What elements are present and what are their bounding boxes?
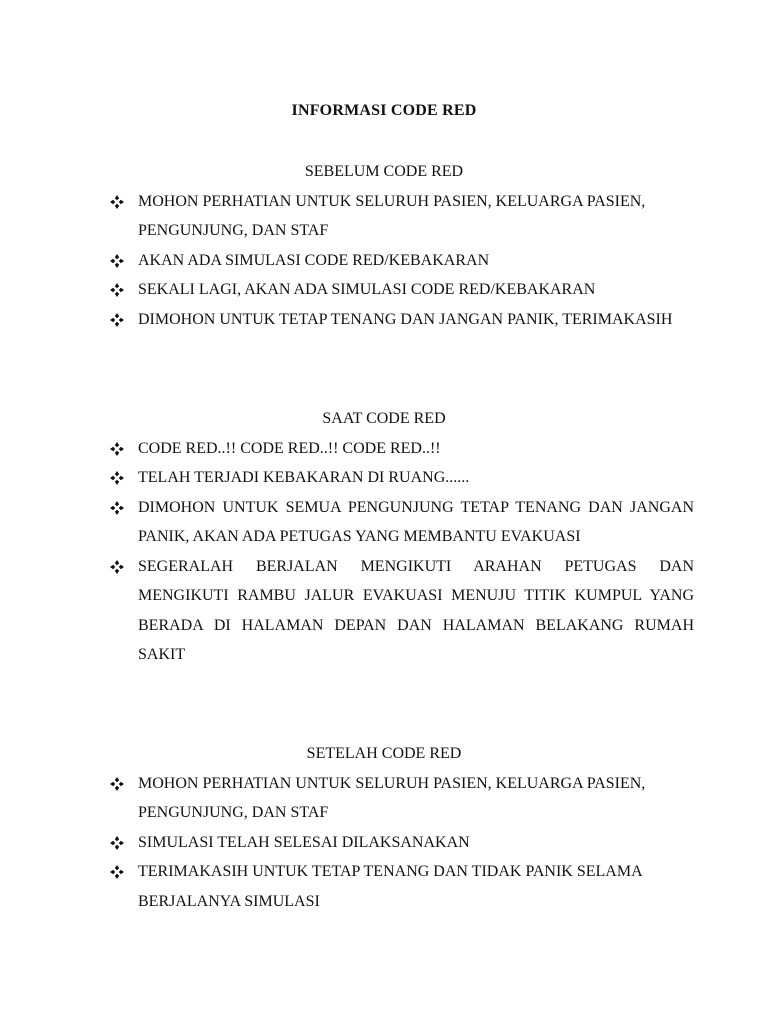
diamond-bullet-icon (110, 283, 124, 297)
document-title: INFORMASI CODE RED (291, 102, 477, 119)
list-item (0, 493, 694, 552)
diamond-bullet-icon (110, 442, 124, 456)
list-item-text: SIMULASI TELAH SELESAI DILAKSANAKAN (138, 833, 470, 851)
list-item-text: DIMOHON UNTUK TETAP TENANG DAN JANGAN PANIK, TERIMAKASIH (138, 310, 673, 328)
bullet-list (0, 769, 768, 917)
bullet-list (0, 187, 768, 335)
section-before-code-red (0, 157, 768, 334)
diamond-bullet-icon (110, 471, 124, 485)
section-heading: SETELAH CODE RED (306, 745, 462, 762)
list-item-text: MOHON PERHATIAN UNTUK SELURUH PASIEN, KELUARGA PASIEN, PENGUNJUNG, DAN STAF (138, 192, 646, 239)
list-item (0, 275, 694, 305)
section-during-code-red (0, 404, 768, 670)
diamond-bullet-icon (110, 836, 124, 850)
list-item (0, 828, 694, 858)
diamond-bullet-icon (110, 865, 124, 879)
section-heading: SAAT CODE RED (322, 410, 446, 427)
list-item (0, 463, 694, 493)
diamond-bullet-icon (110, 560, 124, 574)
list-item (0, 434, 694, 464)
diamond-bullet-icon (110, 501, 124, 515)
bullet-list (0, 434, 768, 670)
list-item (0, 552, 694, 670)
list-item (0, 857, 694, 916)
list-item-text: TELAH TERJADI KEBAKARAN DI RUANG...... (138, 469, 470, 486)
list-item (0, 187, 694, 246)
list-item-text: SEGERALAH BERJALAN MENGIKUTI ARAHAN PETUGAS DAN MENGIKUTI RAMBU JALUR EVAKUASI MENUJU TITIK KUMPUL YANG BERADA DI HALAMAN DEPAN DAN HALAMAN BELAKANG RUMAH SAKIT (138, 557, 694, 663)
list-item-text: TERIMAKASIH UNTUK TETAP TENANG DAN TIDAK PANIK SELAMA BERJALANYA SIMULASI (138, 863, 642, 910)
list-item (0, 305, 694, 335)
section-after-code-red (0, 739, 768, 916)
list-item-text: MOHON PERHATIAN UNTUK SELURUH PASIEN, KELUARGA PASIEN, PENGUNJUNG, DAN STAF (138, 774, 646, 821)
list-item (0, 246, 694, 276)
diamond-bullet-icon (110, 254, 124, 268)
list-item-text: CODE RED..!! CODE RED..!! CODE RED..!! (138, 439, 441, 457)
list-item-text: DIMOHON UNTUK SEMUA PENGUNJUNG TETAP TENANG DAN JANGAN PANIK, AKAN ADA PETUGAS YANG MEMBANTU EVAKUASI (138, 498, 694, 545)
list-item-text: SEKALI LAGI, AKAN ADA SIMULASI CODE RED/KEBAKARAN (138, 281, 596, 298)
list-item (0, 769, 694, 828)
section-heading: SEBELUM CODE RED (304, 163, 464, 180)
diamond-bullet-icon (110, 313, 124, 327)
diamond-bullet-icon (110, 777, 124, 791)
diamond-bullet-icon (110, 195, 124, 209)
list-item-text: AKAN ADA SIMULASI CODE RED/KEBAKARAN (138, 251, 490, 269)
